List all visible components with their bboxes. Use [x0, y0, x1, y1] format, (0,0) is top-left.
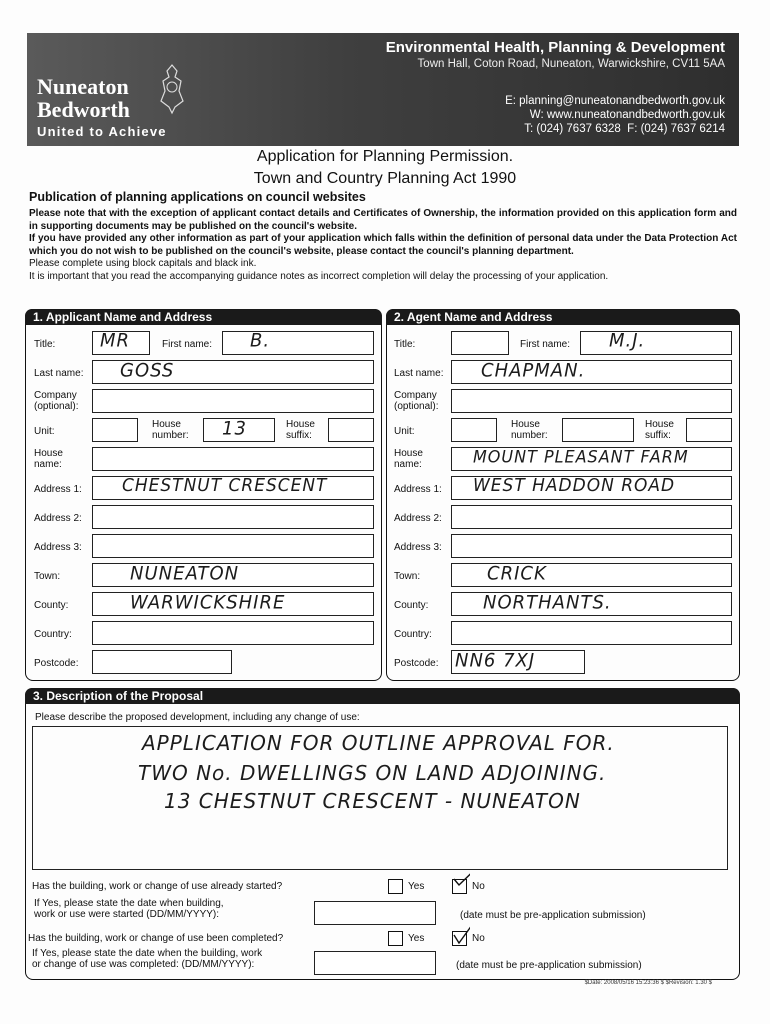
crest-icon [155, 61, 189, 115]
label-address-3: Address 3: [34, 542, 82, 553]
publication-heading: Publication of planning applications on council websites [29, 190, 366, 204]
applicant-address-3-field[interactable] [92, 534, 374, 558]
note-1: Please note that with the exception of applicant contact details and Certificates of Ownership, the information provided on this application form and in supporting documents may be published on the council's website. [29, 208, 737, 232]
applicant-address-2-field[interactable] [92, 505, 374, 529]
label-address-1: Address 1: [34, 484, 82, 495]
agent-section [386, 309, 740, 681]
applicant-title-value: MR [100, 329, 131, 352]
label-company: Company (optional): [394, 390, 439, 412]
label-title: Title: [34, 339, 56, 350]
applicant-postcode-field[interactable] [92, 650, 232, 674]
council-logo-text [37, 75, 130, 121]
applicant-first-name-field[interactable] [222, 331, 374, 355]
header-banner [27, 33, 739, 146]
note-2: If you have provided any other information as part of your application which falls within the definition of personal data under the Data Protection Act which you do not wish to be published on the council's website, please contact the council's planning department. [29, 233, 737, 257]
proposal-prompt: Please describe the proposed development, including any change of use: [35, 712, 360, 723]
label-house-suffix: House suffix: [645, 419, 674, 441]
contact-tel: T: (024) 7637 6328 [524, 123, 621, 135]
completed-no-tick-icon [452, 923, 470, 945]
agent-company-field[interactable] [451, 389, 732, 413]
label-house-suffix: House suffix: [286, 419, 315, 441]
agent-address-1-value: WEST HADDON ROAD [473, 475, 676, 497]
label-county: County: [394, 600, 429, 611]
proposal-line-1: APPLICATION FOR OUTLINE APPROVAL FOR. [142, 731, 615, 755]
agent-first-name-value: M.J. [609, 329, 646, 352]
notes-block [29, 208, 737, 283]
contact-email: E: planning@nuneatonandbedworth.gov.uk [505, 95, 725, 107]
label-country: Country: [394, 629, 432, 640]
agent-unit-field[interactable] [451, 418, 497, 442]
form-act: Town and Country Planning Act 1990 [253, 170, 517, 187]
question-started: Has the building, work or change of use already started? [32, 881, 283, 892]
completed-yes-checkbox[interactable] [388, 931, 403, 946]
applicant-county-value: WARWICKSHIRE [130, 591, 286, 614]
note-4: It is important that you read the accompanying guidance notes as incorrect completion will delay the processing of your application. [29, 270, 609, 282]
question-completed-date: If Yes, please state the date when the building, work or change of use was completed: (DD/MM/YYYY): [32, 948, 263, 970]
agent-county-value: NORTHANTS. [483, 591, 612, 614]
applicant-town-value: NUNEATON [130, 562, 240, 585]
started-yes-label: Yes [408, 881, 425, 892]
agent-address-2-field[interactable] [451, 505, 732, 529]
applicant-house-number-value: 13 [222, 417, 247, 440]
label-unit: Unit: [34, 426, 55, 437]
label-address-2: Address 2: [34, 513, 82, 524]
label-company: Company (optional): [34, 390, 79, 412]
proposal-line-3: 13 CHESTNUT CRESCENT - NUNEATON [164, 789, 581, 813]
label-address-1: Address 1: [394, 484, 442, 495]
contact-block [505, 94, 725, 136]
completed-yes-label: Yes [408, 933, 425, 944]
applicant-house-name-field[interactable] [92, 447, 374, 471]
proposal-section [25, 688, 740, 980]
note-3: Please complete using block capitals and black ink. [29, 258, 257, 269]
agent-first-name-field[interactable] [580, 331, 732, 355]
agent-postcode-value: NN6 7XJ [455, 649, 536, 672]
label-house-name: House name: [34, 448, 63, 470]
label-unit: Unit: [394, 426, 415, 437]
question-completed: Has the building, work or change of use been completed? [28, 933, 284, 944]
label-house-name: House name: [394, 448, 423, 470]
started-date-field[interactable] [314, 901, 436, 925]
contact-web: W: www.nuneatonandbedworth.gov.uk [529, 109, 725, 121]
contact-fax: F: (024) 7637 6214 [627, 123, 725, 135]
applicant-first-name-value: B. [250, 329, 271, 352]
label-house-number: House number: [511, 419, 548, 441]
applicant-unit-field[interactable] [92, 418, 138, 442]
agent-house-name-value: MOUNT PLEASANT FARM [473, 446, 689, 467]
agent-house-suffix-field[interactable] [686, 418, 732, 442]
form-title: Application for Planning Permission. [256, 148, 514, 165]
logo-line-1: Nuneaton [37, 74, 129, 99]
label-title: Title: [394, 339, 416, 350]
label-postcode: Postcode: [394, 658, 439, 669]
tagline: United to Achieve [37, 124, 167, 139]
logo-line-2: Bedworth [37, 97, 130, 122]
applicant-heading: 1. Applicant Name and Address [25, 309, 382, 325]
started-no-tick-icon [452, 865, 470, 887]
label-house-number: House number: [152, 419, 189, 441]
label-country: Country: [34, 629, 72, 640]
applicant-section [25, 309, 382, 681]
label-town: Town: [34, 571, 61, 582]
agent-last-name-value: CHAPMAN. [481, 359, 586, 382]
revision-footer: $Date: 2008/05/16 15:23:36 $ $Revision: 1.30 $ [584, 980, 712, 986]
agent-house-number-field[interactable] [562, 418, 634, 442]
started-no-label: No [472, 881, 485, 892]
question-started-date: If Yes, please state the date when building, work or use were started (DD/MM/YYYY): [34, 898, 224, 920]
label-postcode: Postcode: [34, 658, 79, 669]
agent-country-field[interactable] [451, 621, 732, 645]
label-last-name: Last name: [34, 368, 84, 379]
completed-date-note: (date must be pre-application submission) [456, 960, 642, 971]
applicant-house-suffix-field[interactable] [328, 418, 374, 442]
agent-address-3-field[interactable] [451, 534, 732, 558]
label-address-2: Address 2: [394, 513, 442, 524]
label-town: Town: [394, 571, 421, 582]
proposal-heading: 3. Description of the Proposal [25, 688, 740, 704]
agent-town-value: CRICK [487, 562, 547, 585]
applicant-last-name-value: GOSS [120, 359, 175, 382]
started-yes-checkbox[interactable] [388, 879, 403, 894]
proposal-line-2: TWO No. DWELLINGS ON LAND ADJOINING. [138, 761, 607, 785]
department-address: Town Hall, Coton Road, Nuneaton, Warwickshire, CV11 5AA [417, 58, 725, 70]
completed-date-field[interactable] [314, 951, 436, 975]
label-first-name: First name: [520, 339, 571, 350]
label-address-3: Address 3: [394, 542, 442, 553]
completed-no-label: No [472, 933, 485, 944]
label-first-name: First name: [162, 339, 213, 350]
applicant-company-field[interactable] [92, 389, 374, 413]
department-title: Environmental Health, Planning & Development [385, 39, 725, 56]
applicant-address-1-value: CHESTNUT CRESCENT [122, 475, 328, 497]
label-last-name: Last name: [394, 368, 444, 379]
applicant-country-field[interactable] [92, 621, 374, 645]
agent-title-field[interactable] [451, 331, 509, 355]
label-county: County: [34, 600, 69, 611]
agent-heading: 2. Agent Name and Address [386, 309, 740, 325]
started-date-note: (date must be pre-application submission) [460, 910, 646, 921]
